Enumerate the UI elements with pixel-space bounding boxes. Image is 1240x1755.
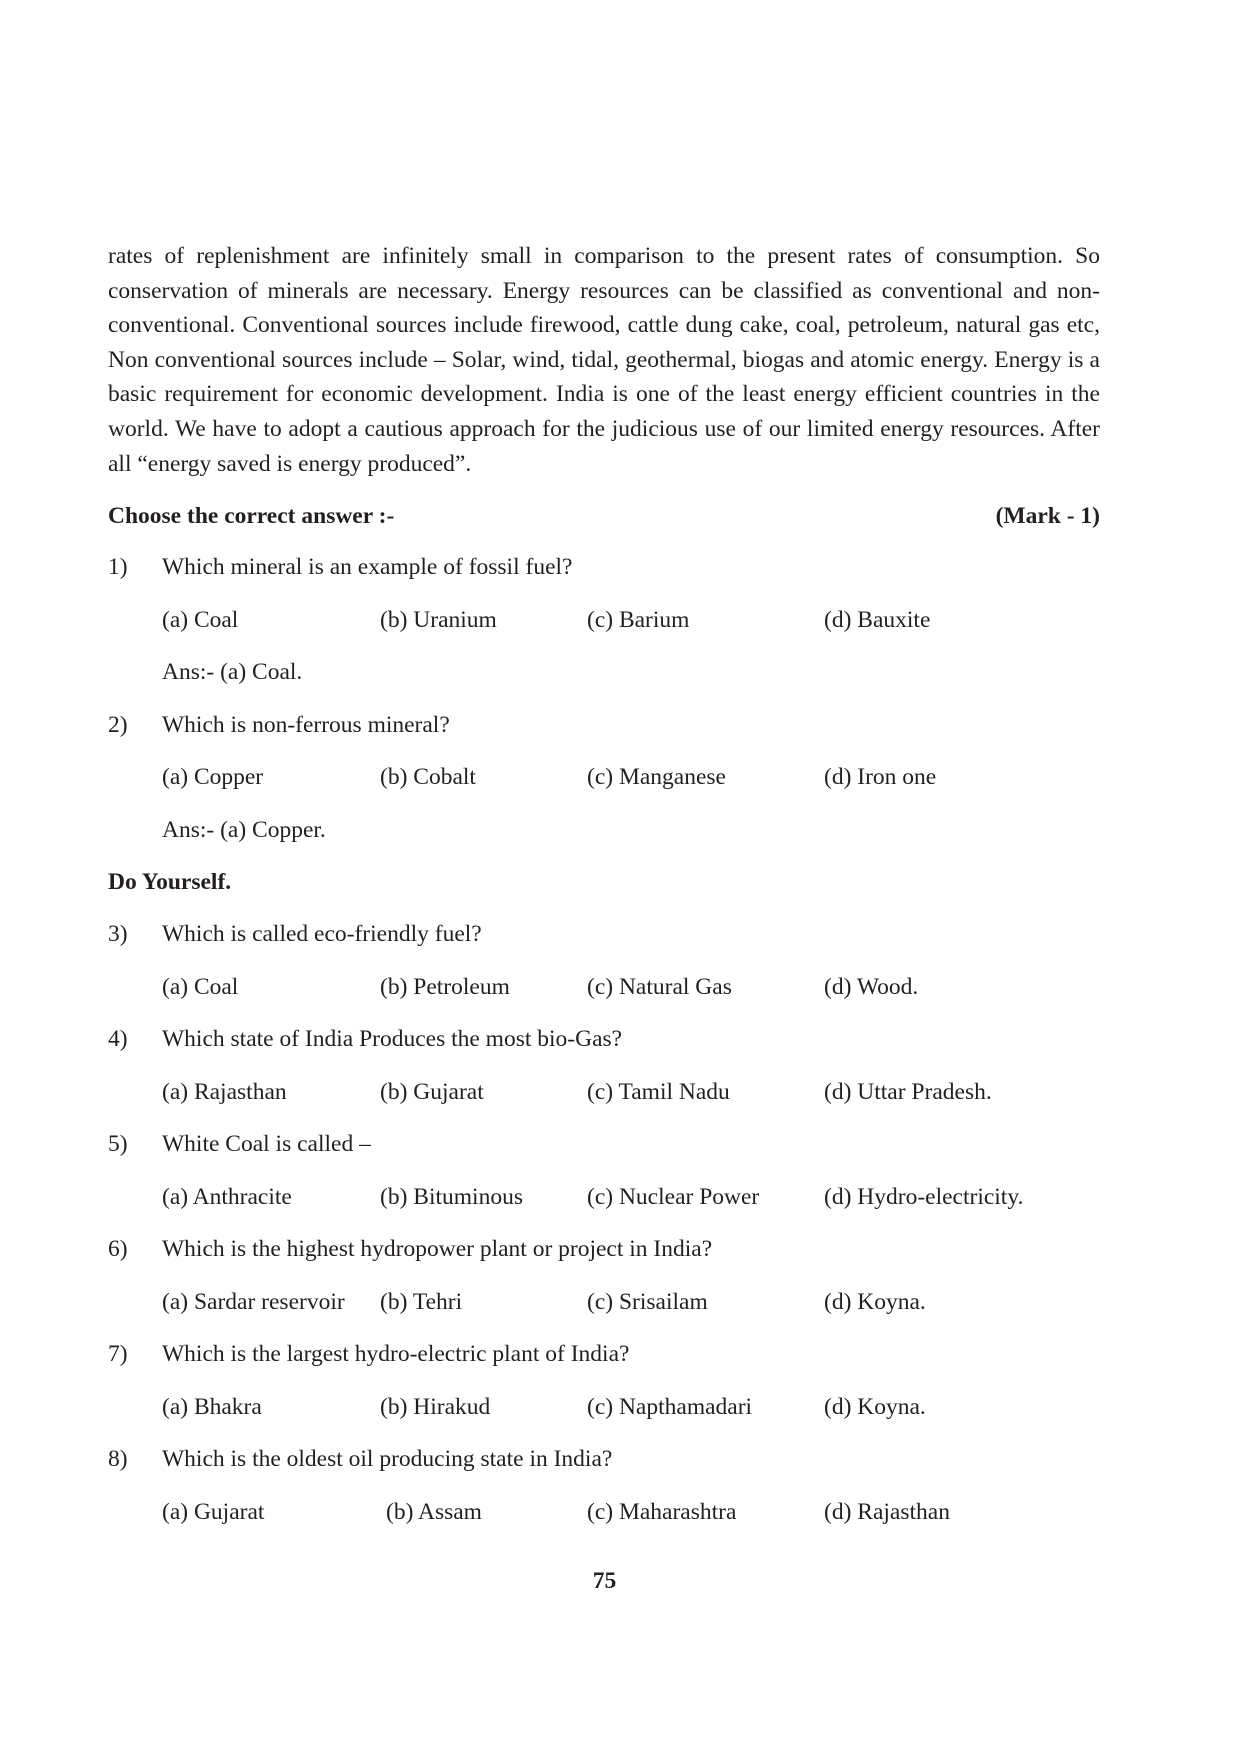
question-7 — [108, 1337, 1100, 1390]
option-b: (b) Uranium — [380, 606, 497, 633]
answer-2: Ans:- (a) Copper. — [162, 816, 326, 843]
option-d: (d) Iron one — [824, 764, 937, 791]
question-text: Which state of India Produces the most bio-Gas? — [162, 1026, 623, 1053]
options-4 — [108, 1075, 1100, 1128]
question-5 — [108, 1127, 1100, 1180]
option-c: (c) Maharashtra — [587, 1498, 737, 1525]
option-b: (b) Tehri — [380, 1288, 463, 1315]
option-a: (a) Bhakra — [162, 1393, 262, 1420]
question-number: 1) — [108, 554, 128, 581]
option-a: (a) Coal — [162, 973, 239, 1000]
section-title: Choose the correct answer :- — [108, 503, 395, 530]
question-number: 3) — [108, 921, 128, 948]
options-8 — [108, 1495, 1100, 1548]
option-c: (c) Napthamadari — [587, 1393, 753, 1420]
question-2 — [108, 708, 1100, 761]
option-b: (b) Gujarat — [380, 1078, 484, 1105]
options-2 — [108, 760, 1100, 813]
option-d: (d) Hydro-electricity. — [824, 1183, 1024, 1210]
question-number: 8) — [108, 1446, 128, 1473]
option-c: (c) Nuclear Power — [587, 1183, 760, 1210]
option-b: (b) Hirakud — [380, 1393, 491, 1420]
option-a: (a) Coal — [162, 606, 239, 633]
question-text: Which is the highest hydropower plant or project in India? — [162, 1236, 713, 1263]
option-b: (b) Bituminous — [380, 1183, 523, 1210]
question-number: 6) — [108, 1236, 128, 1263]
option-a: (a) Copper — [162, 764, 264, 791]
mark-label: (Mark - 1) — [995, 503, 1100, 530]
option-b: (b) Petroleum — [380, 973, 510, 1000]
section-header — [108, 499, 1100, 533]
option-c: (c) Natural Gas — [587, 973, 732, 1000]
question-number: 5) — [108, 1131, 128, 1158]
option-c: (c) Barium — [587, 606, 690, 633]
options-3 — [108, 970, 1100, 1023]
question-text: Which is the oldest oil producing state in India? — [162, 1446, 613, 1473]
option-c: (c) Manganese — [587, 764, 726, 791]
question-text: Which is called eco-friendly fuel? — [162, 921, 482, 948]
page-content — [108, 239, 1100, 1547]
option-d: (d) Rajasthan — [824, 1498, 950, 1525]
question-text: Which is the largest hydro-electric plant of India? — [162, 1341, 630, 1368]
page-number: 75 — [592, 1568, 617, 1594]
question-text: Which is non-ferrous mineral? — [162, 711, 450, 738]
question-text: White Coal is called – — [162, 1131, 371, 1158]
answer-1: Ans:- (a) Coal. — [162, 659, 303, 686]
option-c: (c) Tamil Nadu — [587, 1078, 730, 1105]
option-d: (d) Bauxite — [824, 606, 931, 633]
intro-paragraph: rates of replenishment are infinitely small in comparison to the present rates of consumption. So conservation of minerals are necessary. Energy resources can be classified as conventional and non-conventional. Conventional sources include firewood, cattle dung cake, coal, petroleum, natural gas etc, Non conventional sources include – Solar, wind, tidal, geothermal, biogas and atomic energy. Energy is a basic requirement for economic development. India is one of the least energy efficient countries in the world. We have to adopt a cautious approach for the judicious use of our limited energy resources. After all “energy saved is energy produced”. — [108, 243, 1100, 477]
option-d: (d) Koyna. — [824, 1393, 926, 1420]
question-text: Which mineral is an example of fossil fuel? — [162, 554, 573, 581]
option-c: (c) Srisailam — [587, 1288, 708, 1315]
options-5 — [108, 1180, 1100, 1233]
question-6 — [108, 1232, 1100, 1285]
option-d: (d) Koyna. — [824, 1288, 926, 1315]
option-b: (b) Assam — [386, 1498, 482, 1525]
do-yourself-heading: Do Yourself. — [108, 869, 232, 896]
question-1 — [108, 550, 1100, 603]
option-a: (a) Rajasthan — [162, 1078, 287, 1105]
option-a: (a) Anthracite — [162, 1183, 292, 1210]
option-d: (d) Uttar Pradesh. — [824, 1078, 992, 1105]
options-7 — [108, 1390, 1100, 1443]
options-1 — [108, 603, 1100, 656]
question-4 — [108, 1022, 1100, 1075]
options-6 — [108, 1285, 1100, 1338]
question-number: 7) — [108, 1341, 128, 1368]
option-b: (b) Cobalt — [380, 764, 476, 791]
question-3 — [108, 917, 1100, 970]
option-d: (d) Wood. — [824, 973, 919, 1000]
question-number: 2) — [108, 711, 128, 738]
option-a: (a) Gujarat — [162, 1498, 265, 1525]
question-8 — [108, 1442, 1100, 1495]
option-a: (a) Sardar reservoir — [162, 1288, 345, 1315]
question-number: 4) — [108, 1026, 128, 1053]
